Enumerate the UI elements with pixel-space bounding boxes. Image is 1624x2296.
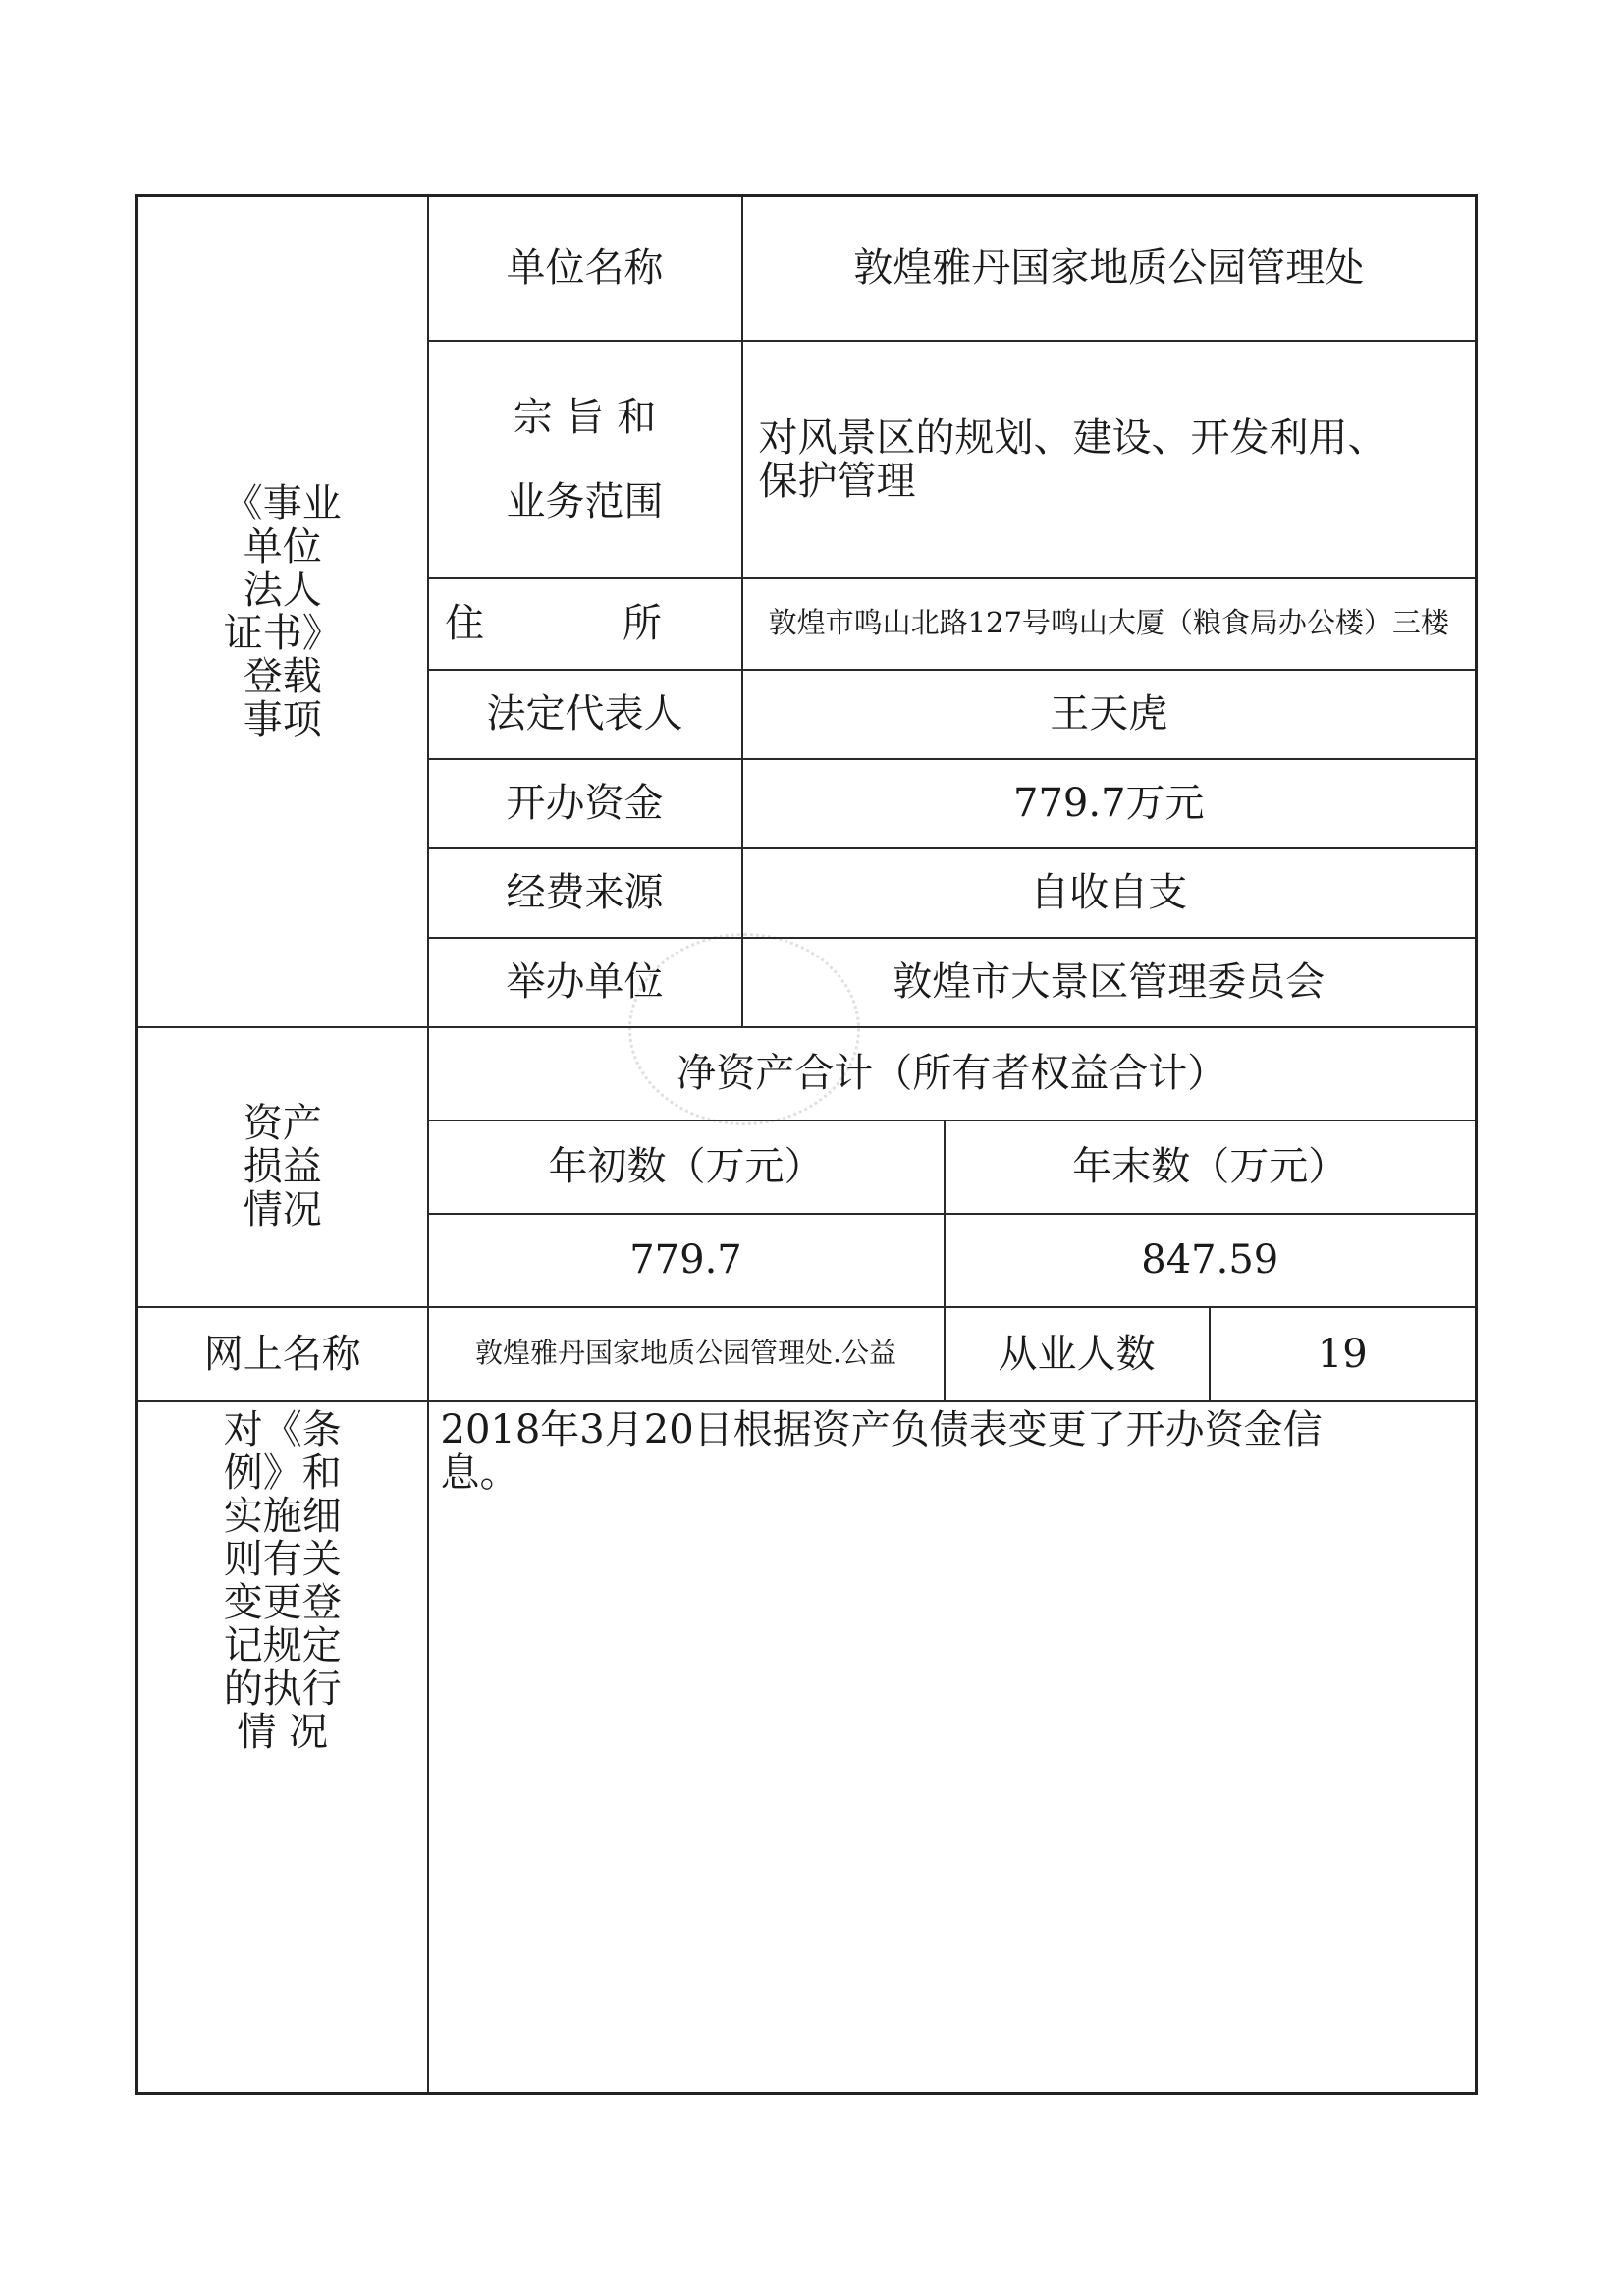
address-value: 敦煌市鸣山北路127号鸣山大厦（粮食局办公楼）三楼 xyxy=(742,578,1477,670)
address-label: 住 所 xyxy=(428,578,742,670)
exec-title-line: 的执行 xyxy=(223,1666,342,1712)
assets-title-line: 情况 xyxy=(243,1187,322,1232)
assets-label-cell xyxy=(137,1027,428,1307)
left-title-line: 证书》 xyxy=(223,610,342,656)
end-of-year-header: 年末数（万元） xyxy=(945,1121,1477,1214)
left-title-line: 单位 xyxy=(243,523,322,570)
left-title-line: 事项 xyxy=(243,696,322,742)
staff-count-label: 从业人数 xyxy=(945,1307,1210,1401)
staff-count-value: 19 xyxy=(1210,1307,1477,1401)
execution-status-label-cell xyxy=(137,1401,428,2094)
funding-value: 自收自支 xyxy=(742,848,1477,938)
execution-status-text-cell xyxy=(428,1401,1477,2094)
left-title-line: 登载 xyxy=(243,653,322,699)
end-of-year-value: 847.59 xyxy=(945,1214,1477,1307)
exec-title-line: 变更登 xyxy=(223,1579,342,1625)
legal-rep-label: 法定代表人 xyxy=(428,670,742,759)
purpose-value-cell xyxy=(742,341,1477,578)
exec-title-line: 记规定 xyxy=(223,1622,342,1668)
begin-of-year-header: 年初数（万元） xyxy=(428,1121,945,1214)
purpose-value-line: 对风景区的规划、建设、开发利用、 xyxy=(758,414,1387,461)
registration-form-table xyxy=(135,194,1478,2095)
left-title-line: 《事业 xyxy=(223,480,342,526)
assets-title-line: 资产 xyxy=(243,1101,322,1146)
exec-text-line: 息。 xyxy=(440,1449,519,1496)
purpose-value-line: 保护管理 xyxy=(758,458,916,504)
capital-value: 779.7万元 xyxy=(742,759,1477,848)
sponsor-label: 举办单位 xyxy=(428,938,742,1027)
begin-of-year-value: 779.7 xyxy=(428,1214,945,1307)
net-assets-header: 净资产合计（所有者权益合计） xyxy=(428,1027,1477,1121)
assets-title-line: 损益 xyxy=(243,1144,322,1189)
left-title-line: 法人 xyxy=(243,567,322,613)
certificate-items-label-cell xyxy=(137,196,428,1027)
exec-title-line: 例》和 xyxy=(223,1449,342,1496)
purpose-label-line: 宗 旨 和 xyxy=(513,394,657,440)
exec-text-line: 2018年3月20日根据资产负债表变更了开办资金信 xyxy=(440,1406,1323,1452)
legal-rep-value: 王天虎 xyxy=(742,670,1477,759)
capital-label: 开办资金 xyxy=(428,759,742,848)
unit-name-value: 敦煌雅丹国家地质公园管理处 xyxy=(742,196,1477,341)
exec-title-line: 对《条 xyxy=(223,1406,342,1452)
sponsor-value: 敦煌市大景区管理委员会 xyxy=(742,938,1477,1027)
purpose-label-cell xyxy=(428,341,742,578)
funding-label: 经费来源 xyxy=(428,848,742,938)
online-name-label: 网上名称 xyxy=(137,1307,428,1401)
exec-title-line: 实施细 xyxy=(223,1493,342,1539)
exec-title-line: 情 况 xyxy=(237,1709,329,1755)
online-name-value: 敦煌雅丹国家地质公园管理处.公益 xyxy=(428,1307,945,1401)
unit-name-label: 单位名称 xyxy=(428,196,742,341)
purpose-label-line: 业务范围 xyxy=(506,478,664,524)
exec-title-line: 则有关 xyxy=(223,1536,342,1582)
